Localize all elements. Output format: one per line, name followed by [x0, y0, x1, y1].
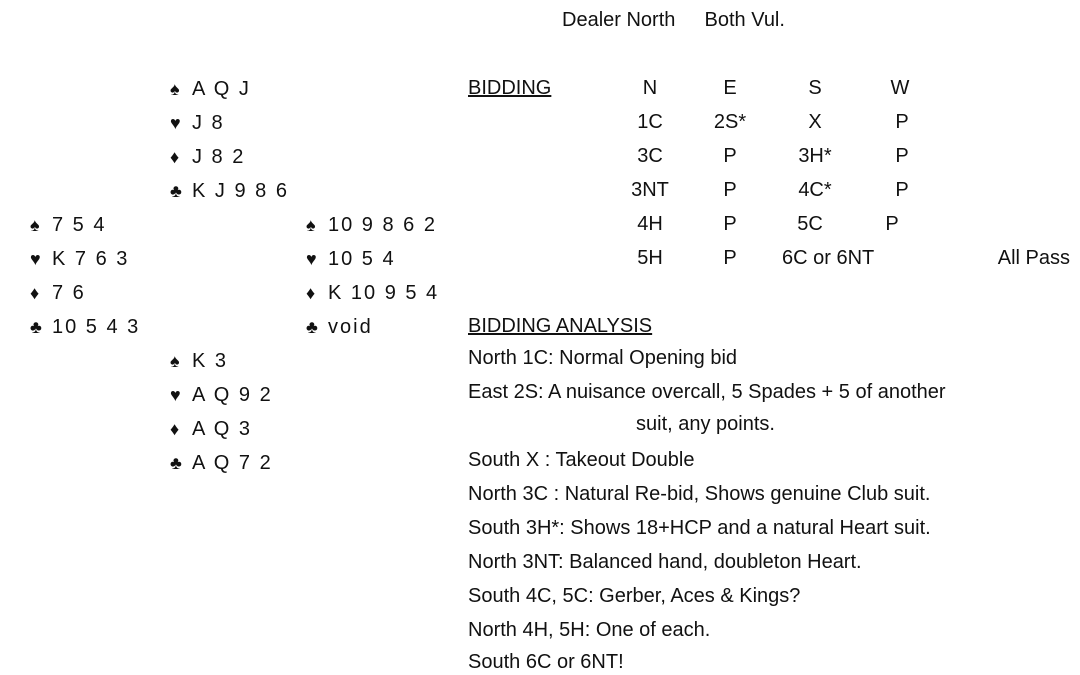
south-diamonds-cards: A Q 3 [192, 418, 253, 440]
club-icon: ♣ [306, 317, 318, 337]
west-diamonds [30, 276, 140, 310]
east-clubs [306, 310, 439, 344]
heart-icon: ♥ [306, 249, 317, 269]
north-clubs [170, 174, 289, 208]
north-diamonds-cards: J 8 2 [192, 146, 246, 168]
spade-icon: ♠ [170, 79, 180, 99]
east-spades [306, 208, 439, 242]
west-hearts-cards: K 7 6 3 [52, 248, 130, 270]
west-diamonds-cards: 7 6 [52, 282, 86, 304]
west-clubs-cards: 10 5 4 3 [52, 316, 141, 338]
analysis-line: North 1C: Normal Opening bid [468, 347, 738, 369]
south-clubs-cards: A Q 7 2 [192, 452, 273, 474]
spade-icon: ♠ [30, 215, 40, 235]
analysis-line: South 6C or 6NT! [468, 651, 624, 673]
diamond-icon: ♦ [170, 147, 180, 167]
north-diamonds [170, 140, 289, 174]
analysis-line: North 4H, 5H: One of each. [468, 619, 711, 641]
deal-header [562, 8, 785, 32]
bidding-header-s: S [808, 77, 822, 99]
bid-cell: P [895, 179, 909, 201]
analysis-line: South 4C, 5C: Gerber, Aces & Kings? [468, 585, 801, 607]
bid-cell: 4H [637, 213, 663, 235]
bid-cell: P [885, 213, 899, 235]
south-clubs [170, 446, 273, 480]
west-spades [30, 208, 140, 242]
analysis-line: East 2S: A nuisance overcall, 5 Spades + 5 of another [468, 381, 946, 403]
bid-cell: P [723, 145, 737, 167]
south-spades [170, 344, 273, 378]
heart-icon: ♥ [30, 249, 41, 269]
east-hearts [306, 242, 439, 276]
east-hand [306, 208, 439, 344]
bid-cell: 2S* [713, 111, 747, 133]
bid-cell: 3C [637, 145, 663, 167]
south-hearts [170, 378, 273, 412]
east-hearts-cards: 10 5 4 [328, 248, 396, 270]
analysis-line: North 3NT: Balanced hand, doubleton Heart. [468, 551, 862, 573]
east-clubs-cards: void [328, 316, 373, 338]
south-hand [170, 344, 273, 480]
bid-cell: P [895, 145, 909, 167]
north-hand [170, 72, 289, 208]
south-hearts-cards: A Q 9 2 [192, 384, 273, 406]
north-spades-cards: A Q J [192, 78, 251, 100]
north-hearts-cards: J 8 [192, 112, 225, 134]
spade-icon: ♠ [306, 215, 316, 235]
west-hearts [30, 242, 140, 276]
diamond-icon: ♦ [170, 419, 180, 439]
north-spades [170, 72, 289, 106]
analysis-line: South X : Takeout Double [468, 449, 695, 471]
bidding-header-n: N [642, 77, 658, 99]
diamond-icon: ♦ [306, 283, 316, 303]
bid-cell: P [723, 213, 737, 235]
bid-cell: P [723, 247, 737, 269]
bid-cell: 3NT [631, 179, 669, 201]
heart-icon: ♥ [170, 113, 181, 133]
south-spades-cards: K 3 [192, 350, 229, 372]
analysis-line: North 3C : Natural Re-bid, Shows genuine Club suit. [468, 483, 931, 505]
west-hand [30, 208, 140, 344]
spade-icon: ♠ [170, 351, 180, 371]
bid-cell: X [808, 111, 822, 133]
analysis-line: suit, any points. [636, 413, 775, 435]
bidding-header-w: W [890, 77, 910, 99]
west-spades-cards: 7 5 4 [52, 214, 107, 236]
east-spades-cards: 10 9 8 6 2 [328, 214, 437, 236]
bid-cell: 3H* [798, 145, 832, 167]
bid-cell: P [895, 111, 909, 133]
north-clubs-cards: K J 9 8 6 [192, 180, 289, 202]
club-icon: ♣ [170, 181, 182, 201]
club-icon: ♣ [30, 317, 42, 337]
diamond-icon: ♦ [30, 283, 40, 303]
analysis-title: BIDDING ANALYSIS [468, 315, 653, 337]
club-icon: ♣ [170, 453, 182, 473]
analysis-line: South 3H*: Shows 18+HCP and a natural Heart suit. [468, 517, 931, 539]
bid-cell: 5C [797, 213, 823, 235]
bid-cell: 4C* [798, 179, 832, 201]
bidding-header-e: E [723, 77, 737, 99]
bidding-title: BIDDING [468, 77, 552, 99]
east-diamonds [306, 276, 439, 310]
bid-cell: 1C [637, 111, 663, 133]
east-diamonds-cards: K 10 9 5 4 [328, 282, 440, 304]
bid-cell: 6C or 6NT [782, 247, 875, 269]
bid-cell: 5H [637, 247, 663, 269]
bid-cell: P [723, 179, 737, 201]
bid-cell: All Pass [997, 247, 1070, 269]
vulnerability-text: Both Vul. [704, 9, 785, 31]
west-clubs [30, 310, 140, 344]
south-diamonds [170, 412, 273, 446]
dealer-text: Dealer North [562, 9, 676, 31]
north-hearts [170, 106, 289, 140]
heart-icon: ♥ [170, 385, 181, 405]
